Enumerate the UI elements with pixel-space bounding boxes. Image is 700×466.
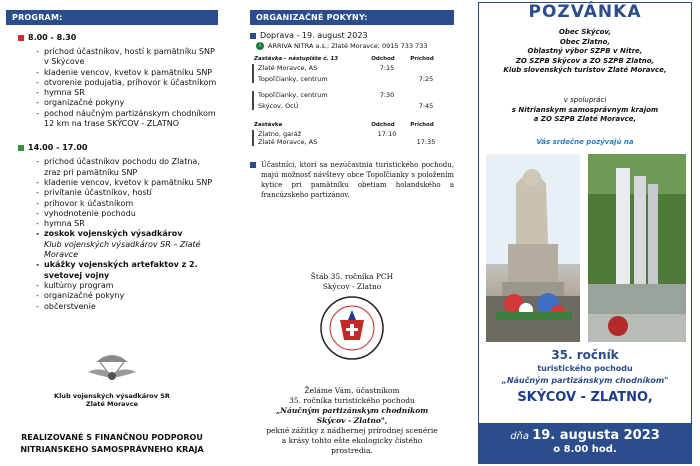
bus-operator: ARRIVA NITRA a.s.; Zlaté Moravce; 0915 733 733: [268, 42, 428, 50]
organizer-line: Obec Zlatno,: [559, 37, 611, 46]
program-block-2: [6, 143, 218, 311]
event-name: „Náučným partizánskym chodníkom": [501, 376, 669, 385]
red-square-icon: [18, 35, 24, 41]
table-row: Skýcov, OcÚ 7:45: [258, 102, 434, 110]
table-row: Topoľčianky, centrum 7:30: [258, 91, 395, 99]
wishes-block: [250, 386, 454, 456]
green-square-icon: [18, 145, 24, 151]
list-item: - kladenie vencov, kvetov k pamätníku SNP: [36, 178, 218, 188]
club-town: Zlaté Moravce: [85, 400, 139, 408]
statue-icon: [486, 154, 580, 342]
table-row: Zlatno, garáž 17:10: [258, 130, 397, 138]
timetable-2: [250, 91, 454, 110]
staff-line-1: Štáb 35. ročníka PCH: [310, 272, 394, 281]
organizer-line: ZO SZPB Skýcov a ZO SZPB Zlatno,: [515, 56, 655, 65]
timetable-3: [250, 120, 454, 146]
list-item: - príhovor k účastníkom: [36, 199, 218, 209]
timetable-1: [250, 54, 454, 83]
program-block-1: [6, 33, 218, 129]
list-item: - pochod náučným partizánskym chodníkom 12 km na trase SKÝCOV - ZLATNO: [36, 109, 218, 130]
list-item: - ukážky vojenských artefaktov z 2. svetovej vojny: [36, 260, 218, 281]
list-item: - príchod účastníkov pochodu do Zlatna, zraz pri pamätníku SNP: [36, 157, 218, 178]
blue-square-icon: [250, 162, 256, 168]
invite-title: POZVÁNKA: [528, 2, 642, 22]
table-row: Zlaté Moravce, AS 7:15: [258, 64, 395, 72]
wish-line: Skýcov - Zlatno",: [316, 416, 388, 425]
list-item: - hymna SR: [36, 219, 218, 229]
wish-line: Želáme Vám, účastníkom: [304, 386, 400, 395]
list-item: - kladenie vencov, kvetov k pamätníku SNP: [36, 68, 218, 78]
list-item: - organizačné pokyny: [36, 291, 218, 301]
blue-square-icon: [250, 33, 256, 39]
list-item: - privítanie účastníkov, hostí: [36, 188, 218, 198]
program-time-1: 8.00 - 8.30: [28, 33, 77, 42]
list-item: - vyhodnotenie pochodu: [36, 209, 218, 219]
tt-head-dep: Odchod: [371, 56, 395, 62]
cordial-line: Vás srdečne pozývajú na: [536, 138, 634, 146]
coop-line: s Nitrianskym samosprávnym krajom: [511, 105, 659, 114]
list-item: - hymna SR: [36, 88, 218, 98]
table-row: Zlaté Moravce, AS 17:35: [258, 138, 436, 146]
tt-head-arr: Príchod: [410, 56, 434, 62]
note-text: Účastníci, ktorí sa nezúčastnia turistického pochodu, majú možnosť návštevy obce Topoľčianky s položením kytice pri pamätníku obetiam holandského a francúzskeho partizánov.: [261, 161, 454, 199]
wish-line: „Náučným partizánskym chodníkom: [275, 406, 429, 415]
club-name: Klub vojenských výsadkárov SR: [54, 392, 170, 400]
org-header: ORGANIZAČNÉ POKYNY:: [250, 10, 454, 25]
wish-line: pekné zážitky z nádhernej prírodnej scenérie: [266, 426, 438, 435]
program-column: [6, 0, 218, 466]
date-prefix: dňa: [510, 431, 530, 442]
tt-head-stop: Zastávka - nástupište č. 13: [254, 56, 339, 62]
list-item: Klub vojenských výsadkárov SR – Zlaté Moravce: [44, 239, 201, 260]
funding-line-1: REALIZOVANÉ S FINANČNOU PODPOROU: [21, 433, 203, 442]
note-block: [250, 160, 454, 200]
program-list-2: [18, 157, 218, 311]
event-type: turistického pochodu: [537, 364, 633, 373]
list-item: - občerstvenie: [36, 302, 218, 312]
coop-line: a ZO SZPB Zlaté Moravce,: [533, 115, 637, 123]
organizer-line: Obec Skýcov,: [558, 28, 612, 36]
organizer-line: Klub slovenských turistov Zlaté Moravce,: [503, 66, 667, 74]
table-row: Topoľčianky, centrum 7:25: [258, 75, 434, 83]
list-item: - príchod účastníkov, hostí k pamätníku SNP v Skýcove: [36, 47, 218, 68]
invite-column: [478, 0, 694, 466]
transport-label: Doprava - 19. august 2023: [260, 31, 368, 40]
tt-head-arr: Príchod: [410, 122, 434, 128]
date-banner: [478, 424, 692, 464]
szpb-logo: [320, 296, 384, 364]
organizer-line: Oblastný výbor SZPB v Nitre,: [527, 47, 643, 55]
program-list-1: [18, 47, 218, 129]
organizers: [478, 28, 692, 76]
szpb-emblem-icon: [320, 296, 384, 360]
tt-head-dep: Odchod: [371, 122, 395, 128]
event-date: 19. augusta 2023: [532, 428, 660, 443]
monument-photo-2: [588, 154, 686, 342]
event-time: o 8.00 hod.: [553, 444, 617, 455]
bus-icon: i: [256, 42, 264, 50]
list-item: - otvorenie podujatia, príhovor k účastníkom: [36, 78, 218, 88]
staff-line-2: Skýcov - Zlatno: [322, 282, 382, 291]
club-logo-block: [6, 348, 218, 408]
program-time-2: 14.00 - 17.00: [28, 143, 88, 153]
list-item: - kultúrny program: [36, 281, 218, 291]
coop-label: v spolupráci: [563, 96, 607, 104]
wish-line: prostredia.: [331, 446, 373, 455]
coop-block: [478, 96, 692, 125]
staff-block: [250, 272, 454, 292]
route: SKÝCOV - ZLATNO,: [517, 390, 653, 405]
parachute-wings-icon: [86, 348, 138, 388]
tt-head-stop: Zastávka: [254, 122, 283, 128]
funding-note: [6, 432, 218, 456]
list-item: - zoskok vojenských výsadkárov: [36, 229, 218, 239]
memorial-icon: [588, 154, 686, 342]
wish-line: a krásy tohto ešte ekologicky čistého: [281, 436, 423, 445]
monument-photo-1: [486, 154, 580, 342]
org-column: [250, 0, 454, 466]
funding-line-2: NITRIANSKEHO SAMOSPRÁVNEHO KRAJA: [20, 445, 204, 454]
program-header: PROGRAM:: [6, 10, 218, 25]
year-line: 35. ročník: [551, 348, 619, 362]
wish-line: 35. ročníka turistického pochodu: [289, 396, 415, 405]
list-item: - organizačné pokyny: [36, 98, 218, 108]
